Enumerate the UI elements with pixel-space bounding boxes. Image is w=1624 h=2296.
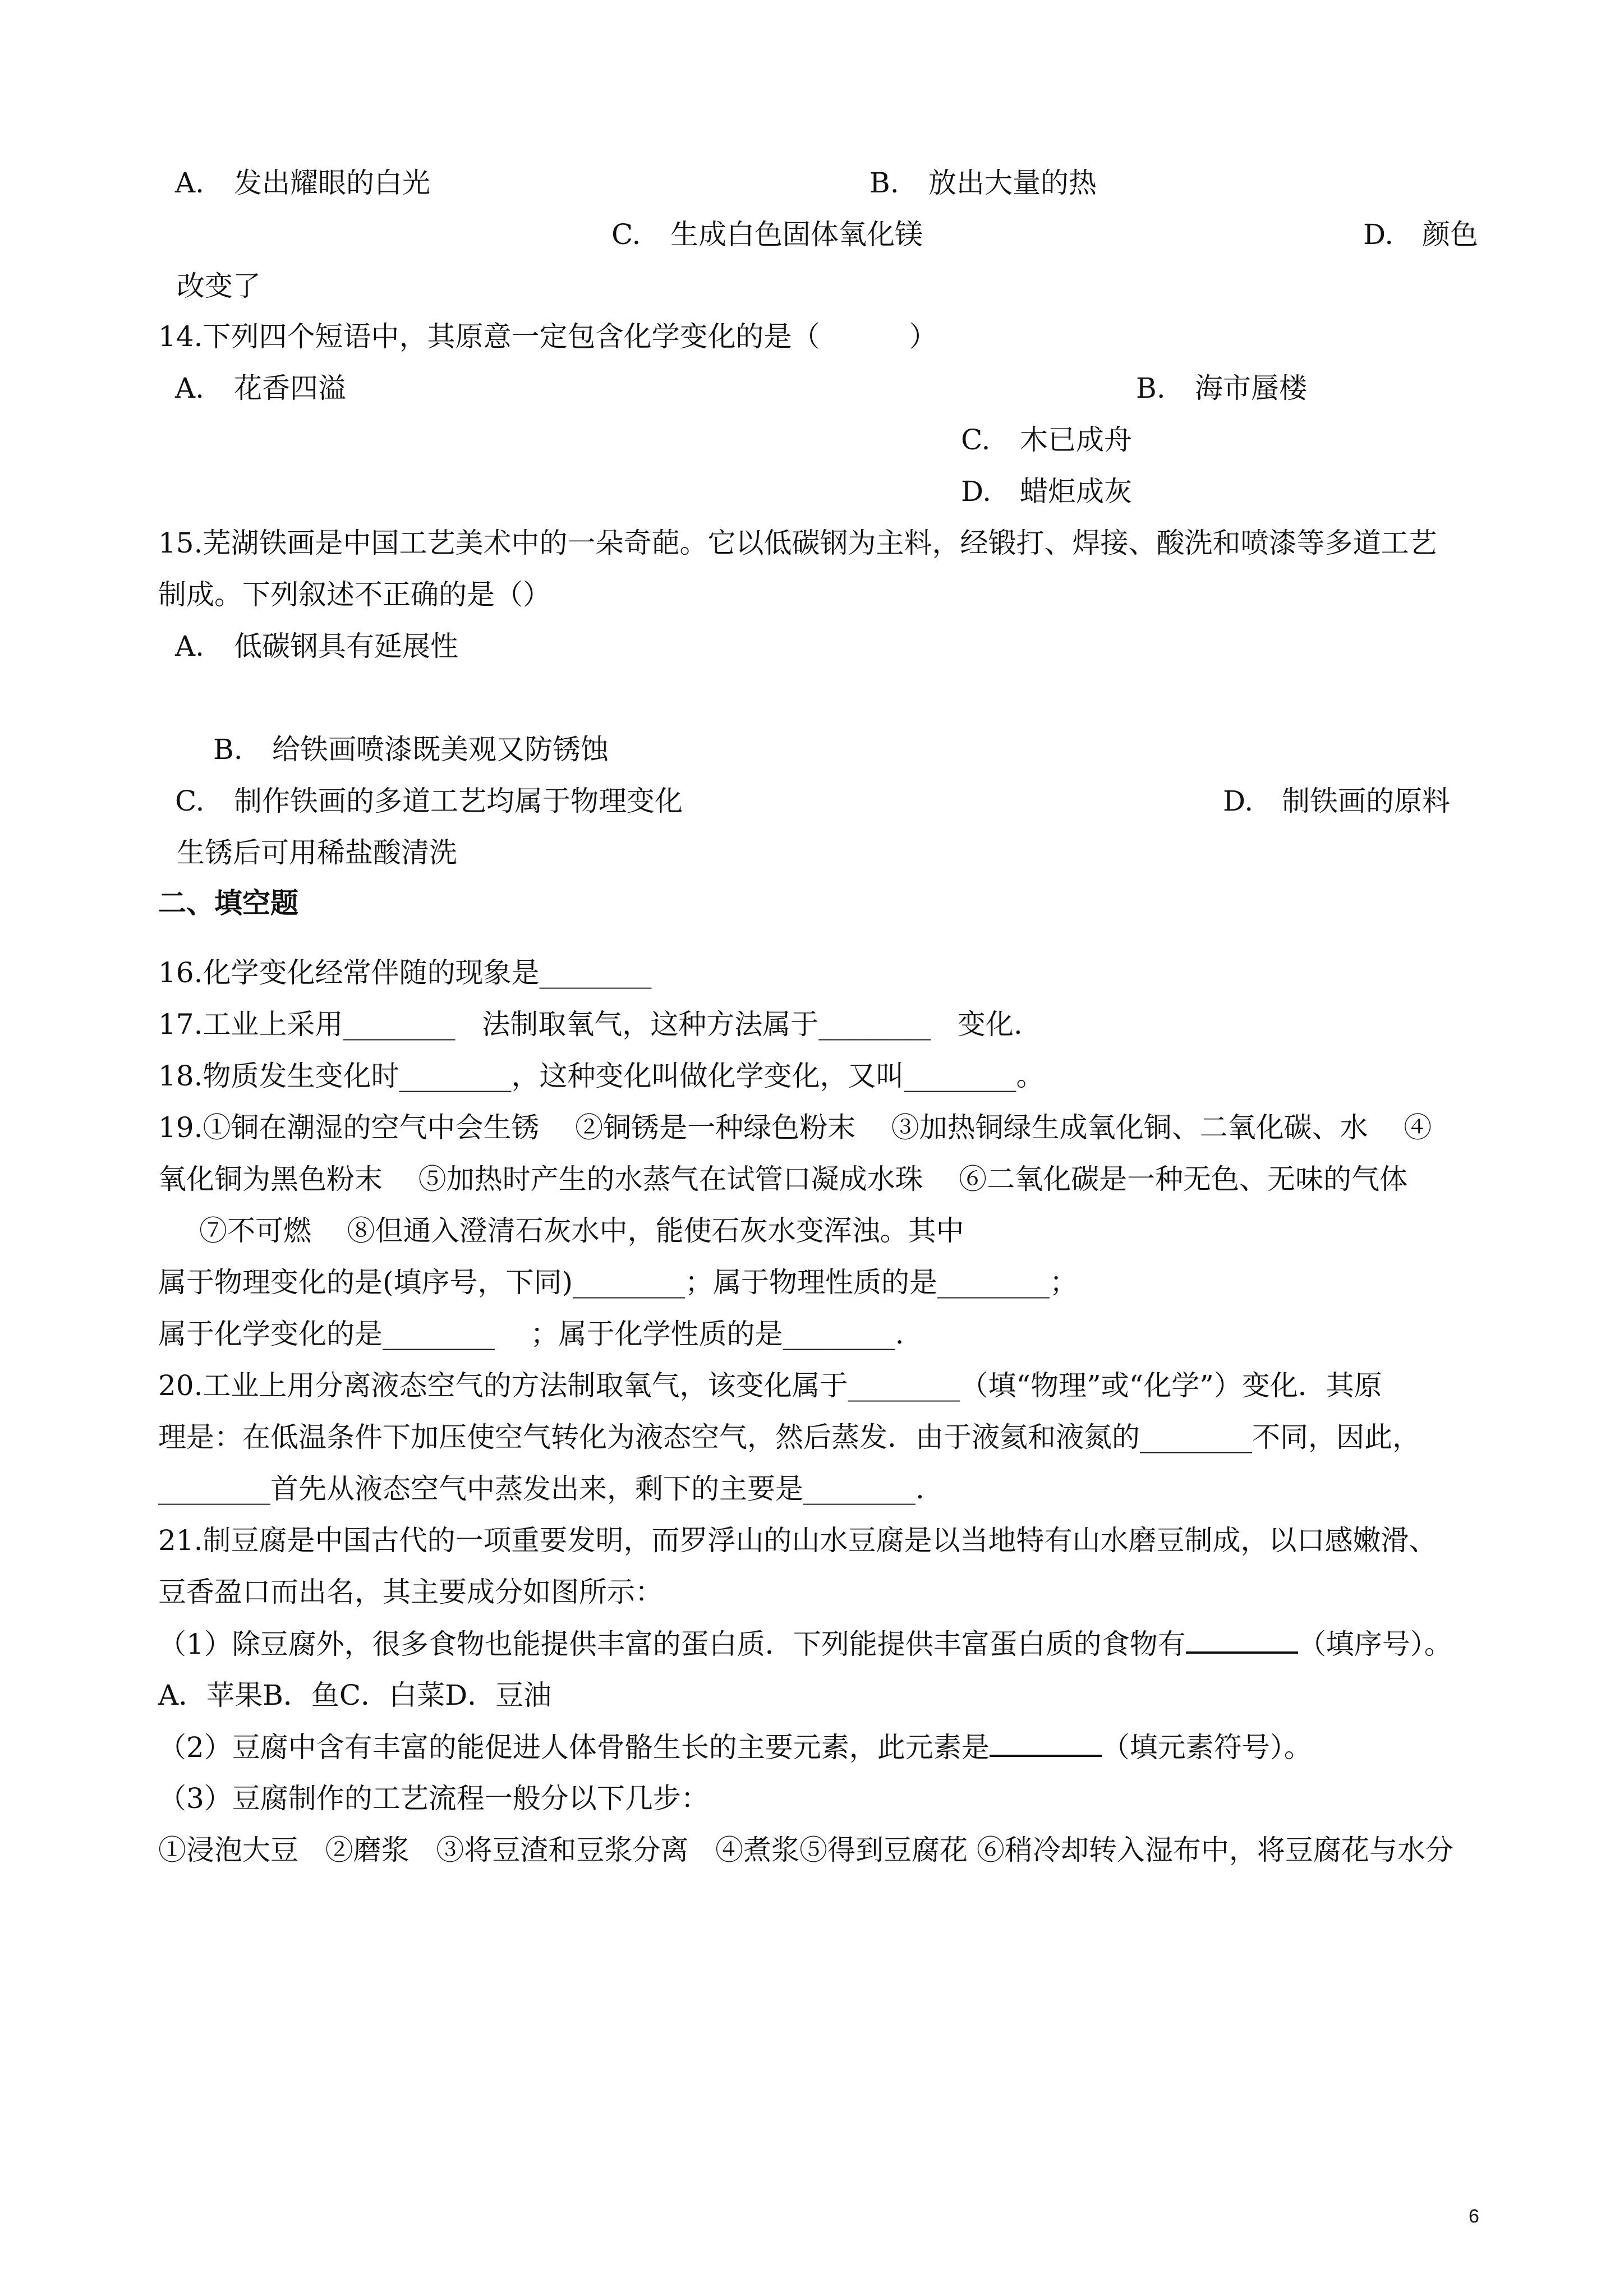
q13-option-d: D. 颜色 — [1363, 218, 1478, 251]
q19-line1: 19.①铜在潮湿的空气中会生锈 ②铜锈是一种绿色粉末 ③加热铜绿生成氧化铜、二氧化碳、水 ④ — [158, 1111, 1432, 1144]
q21-part3-steps: ①浸泡大豆 ②磨浆 ③将豆渣和豆浆分离 ④煮浆⑤得到豆腐花 ⑥稍冷却转入湿布中，将豆腐花与水分 — [158, 1834, 1453, 1866]
page-number: 6 — [1469, 2206, 1479, 2227]
q13-option-d-continued: 改变了 — [177, 270, 261, 302]
q21-line2: 豆香盈口而出名，其主要成分如图所示： — [158, 1576, 663, 1608]
q14-option-d: D. 蜡炬成灰 — [961, 475, 1132, 508]
section-heading-fill-in: 二、填空题 — [158, 887, 298, 919]
q20-line3: ________首先从液态空气中蒸发出来，剩下的主要是________. — [158, 1473, 924, 1505]
q15-option-d-continued: 生锈后可用稀盐酸清洗 — [177, 836, 457, 869]
q15-stem-line1: 15.芜湖铁画是中国工艺美术中的一朵奇葩。它以低碳钢为主料，经锻打、焊接、酸洗和喷漆等多道工艺 — [158, 527, 1437, 559]
q15-option-d: D. 制铁画的原料 — [1223, 785, 1450, 817]
q19-line4: 属于物理变化的是(填序号，下同)________；属于物理性质的是________； — [158, 1266, 1078, 1299]
q14-option-c: C. 木已成舟 — [961, 424, 1132, 456]
q21-part1-answer-blank[interactable] — [1186, 1627, 1298, 1654]
q19-line2: 氧化铜为黑色粉末 ⑤加热时产生的水蒸气在试管口凝成水珠 ⑥二氧化碳是一种无色、无味的气体 — [158, 1163, 1408, 1195]
q21-part2: （2）豆腐中含有丰富的能促进人体骨骼生长的主要元素，此元素是 （填元素符号）。 — [158, 1731, 1312, 1764]
q14-stem: 14.下列四个短语中，其原意一定包含化学变化的是（ ） — [158, 320, 937, 353]
q16: 16.化学变化经常伴随的现象是________ — [158, 956, 652, 989]
q15-option-b: B. 给铁画喷漆既美观又防锈蚀 — [213, 733, 609, 766]
q21-part1: （1）除豆腐外，很多食物也能提供丰富的蛋白质．下列能提供丰富蛋白质的食物有 （填序号）。 — [158, 1628, 1452, 1660]
q21-part2-answer-blank[interactable] — [990, 1730, 1102, 1757]
q19-line3: ⑦不可燃 ⑧但通入澄清石灰水中，能使石灰水变浑浊。其中 — [199, 1214, 964, 1247]
q19-line5: 属于化学变化的是________ ；属于化学性质的是________. — [158, 1318, 904, 1350]
q20-line1: 20.工业上用分离液态空气的方法制取氧气，该变化属于________（填“物理”或“化学”）变化．其原 — [158, 1369, 1382, 1402]
q13-option-c: C. 生成白色固体氧化镁 — [611, 218, 923, 251]
q20-line2: 理是：在低温条件下加压使空气转化为液态空气，然后蒸发．由于液氦和液氮的________不同，因此， — [158, 1421, 1420, 1453]
q18: 18.物质发生变化时________，这种变化叫做化学变化，又叫________。 — [158, 1060, 1045, 1092]
q15-option-c: C. 制作铁画的多道工艺均属于物理变化 — [175, 785, 683, 817]
q13-option-b: B. 放出大量的热 — [869, 167, 1097, 199]
q17: 17.工业上采用________ 法制取氧气，这种方法属于________ 变化. — [158, 1008, 1023, 1041]
q21-part3: （3）豆腐制作的工艺流程一般分以下几步： — [158, 1782, 709, 1815]
q21-line1: 21.制豆腐是中国古代的一项重要发明，而罗浮山的山水豆腐是以当地特有山水磨豆制成，以口感嫩滑、 — [158, 1524, 1437, 1557]
q14-option-b: B. 海市蜃楼 — [1136, 372, 1307, 404]
q13-option-a: A. 发出耀眼的白光 — [175, 167, 430, 199]
q15-stem-line2: 制成。下列叙述不正确的是（） — [158, 578, 551, 611]
q14-option-a: A. 花香四溢 — [175, 372, 346, 404]
q15-option-a: A. 低碳钢具有延展性 — [175, 630, 458, 662]
q21-part1-options: A．苹果B．鱼C．白菜D．豆油 — [158, 1679, 552, 1711]
